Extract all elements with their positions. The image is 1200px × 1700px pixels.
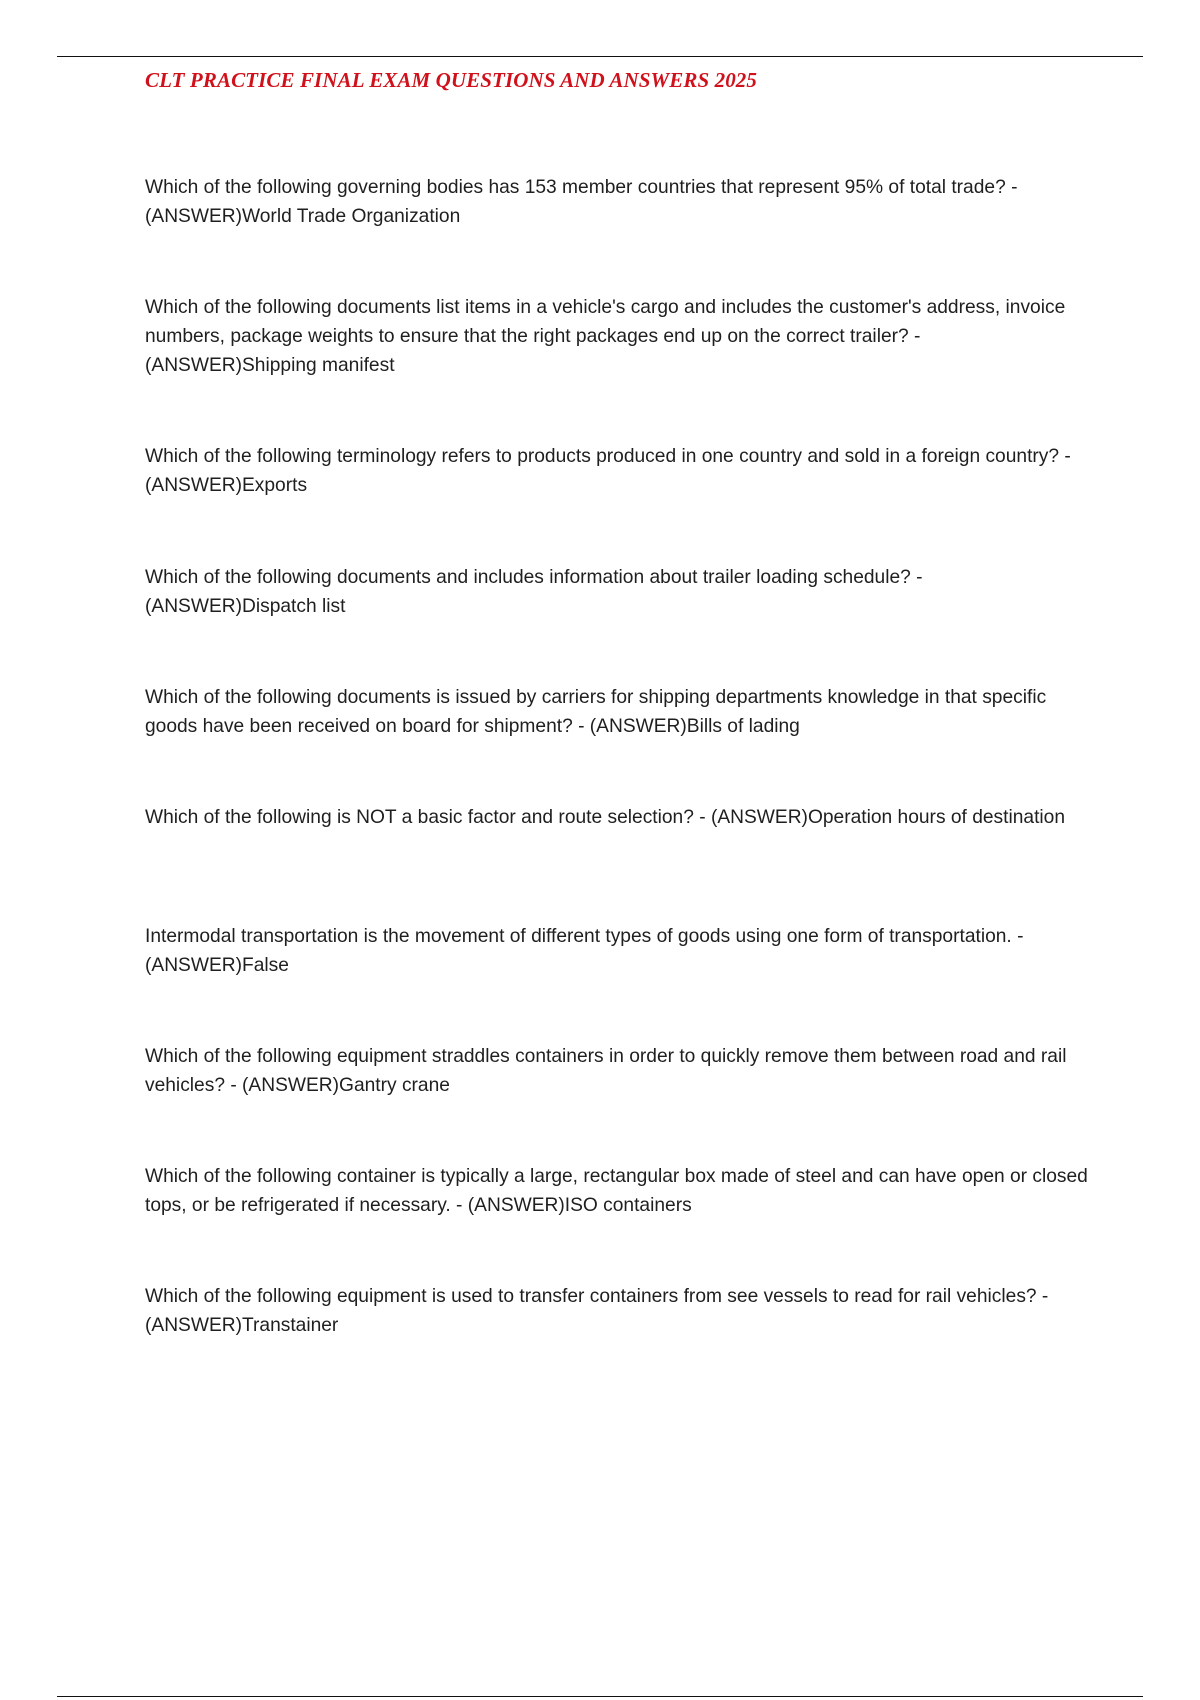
qa-item-5: Which of the following documents is issued by carriers for shipping departments knowledge in that specific goods have been received on board for shipment? - (ANSWER)Bills of lading [145, 687, 1047, 737]
qa-item-8: Which of the following equipment straddles containers in order to quickly remove them between road and rail vehicles? - (ANSWER)Gantry crane [145, 1046, 1067, 1096]
qa-item-6: Which of the following is NOT a basic factor and route selection? - (ANSWER)Operation hours of destination [145, 807, 1066, 828]
top-divider [57, 56, 1143, 57]
qa-item-2: Which of the following documents list items in a vehicle's cargo and includes the customer's address, invoice numbers, package weights to ensure that the right packages end up on the correct trailer? - (ANSWER)Shipping manifest [145, 297, 1066, 376]
qa-item-9: Which of the following container is typically a large, rectangular box made of steel and can have open or closed tops, or be refrigerated if necessary. - (ANSWER)ISO containers [145, 1166, 1088, 1216]
qa-item-4: Which of the following documents and includes information about trailer loading schedule? - (ANSWER)Dispatch list [145, 567, 923, 617]
document-title: CLT PRACTICE FINAL EXAM QUESTIONS AND ANSWERS 2025 [145, 68, 758, 92]
bottom-divider [57, 1696, 1143, 1697]
qa-item-7: Intermodal transportation is the movement of different types of goods using one form of transportation. - (ANSWER)False [145, 926, 1024, 976]
qa-item-3: Which of the following terminology refers to products produced in one country and sold in a foreign country? - (ANSWER)Exports [145, 446, 1071, 496]
qa-item-1: Which of the following governing bodies has 153 member countries that represent 95% of total trade? - (ANSWER)World Trade Organization [145, 177, 1018, 227]
qa-item-10: Which of the following equipment is used to transfer containers from see vessels to read for rail vehicles? - (ANSWER)Transtainer [145, 1286, 1049, 1336]
